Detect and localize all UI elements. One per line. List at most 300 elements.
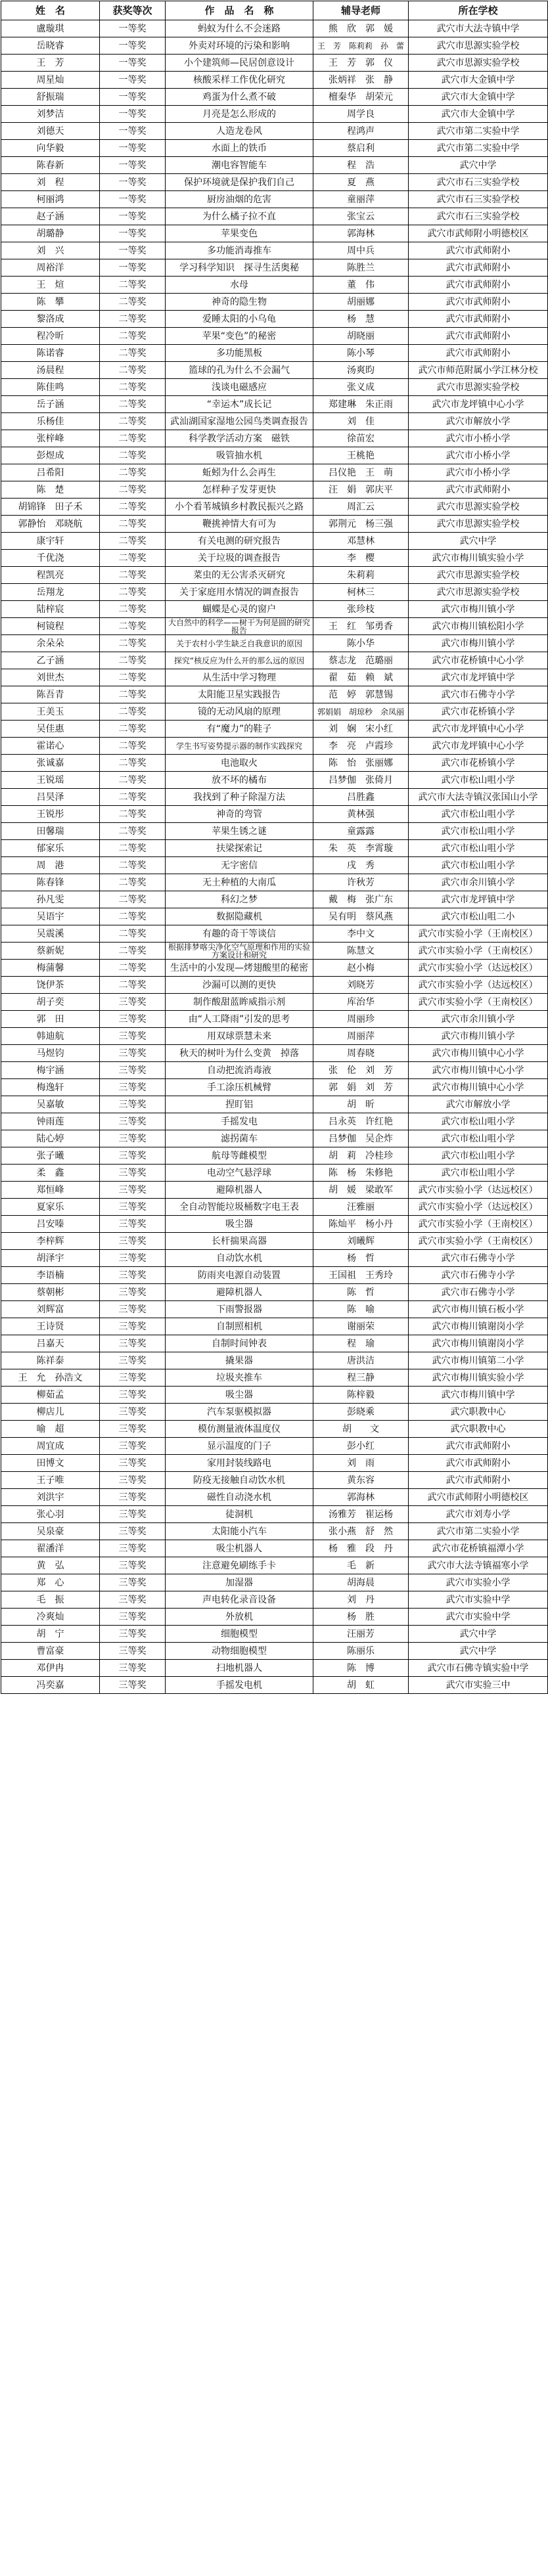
student-name-cell: 翟潘洋: [1, 1540, 100, 1557]
student-name-cell: 郭静怡 邓晓航: [1, 516, 100, 533]
advisor-cell: 童丽萍: [313, 191, 409, 208]
award-level-cell: 一等奖: [100, 174, 166, 191]
work-title-cell: 避障机器人: [166, 1284, 313, 1301]
student-name-cell: 千优浇: [1, 550, 100, 567]
work-title-cell: 垃圾夹推车: [166, 1369, 313, 1387]
school-cell: 武穴市花桥镇小学: [409, 755, 548, 772]
student-name-cell: 喻 超: [1, 1421, 100, 1438]
advisor-cell: 郑建琳 朱正雨: [313, 396, 409, 413]
work-title-cell: 扫地机器人: [166, 1660, 313, 1677]
table-row: [1, 1113, 548, 1130]
advisor-cell: 刘 娴 宋小红: [313, 721, 409, 738]
school-cell: 武穴市实验小学（达远校区）: [409, 1182, 548, 1199]
school-cell: 武穴市花桥镇福潭小学: [409, 1540, 548, 1557]
work-title-cell: 捏盯铝: [166, 1096, 313, 1113]
header-school: 所在学校: [409, 1, 548, 20]
work-title-cell: 滤拐菌车: [166, 1130, 313, 1147]
table-row: [1, 1165, 548, 1182]
advisor-cell: 郭海林: [313, 225, 409, 242]
table-row: [1, 362, 548, 379]
school-cell: 武穴市梅川镇小学: [409, 635, 548, 652]
table-row: [1, 1130, 548, 1147]
award-level-cell: 三等奖: [100, 1267, 166, 1284]
student-name-cell: 周宜成: [1, 1438, 100, 1455]
work-title-cell: 武汕湖国家湿地公园鸟类调查报告: [166, 413, 313, 430]
award-level-cell: 二等奖: [100, 567, 166, 584]
header-award-level: 获奖等次: [100, 1, 166, 20]
table-row: [1, 1404, 548, 1421]
award-level-cell: 三等奖: [100, 1523, 166, 1540]
advisor-cell: 陈 喻: [313, 1301, 409, 1318]
school-cell: 武穴市小桥小学: [409, 464, 548, 481]
award-level-cell: 二等奖: [100, 977, 166, 994]
table-row: [1, 106, 548, 123]
advisor-cell: 吕胜鑫: [313, 789, 409, 806]
school-cell: 武穴市龙坪镇中心小学: [409, 721, 548, 738]
table-row: [1, 601, 548, 618]
advisor-cell: 张珍枝: [313, 601, 409, 618]
work-title-cell: 核酸采样工作优化研究: [166, 72, 313, 89]
advisor-cell: 李 亮 卢霞珍: [313, 738, 409, 755]
award-level-cell: 三等奖: [100, 1011, 166, 1028]
school-cell: 武穴市第二实验小学: [409, 1523, 548, 1540]
school-cell: 武穴市松山咀小学: [409, 1147, 548, 1165]
student-name-cell: 汤晨程: [1, 362, 100, 379]
work-title-cell: 有“魔力”的鞋子: [166, 721, 313, 738]
school-cell: 武穴市石佛寺小学: [409, 1250, 548, 1267]
work-title-cell: 沙漏可以测的更快: [166, 977, 313, 994]
advisor-cell: 郭荆元 杨三强: [313, 516, 409, 533]
table-row: [1, 908, 548, 925]
work-title-cell: 无字密信: [166, 857, 313, 874]
work-title-cell: 由“人工降雨”引发的思考: [166, 1011, 313, 1028]
school-cell: 武穴市松山咀小学: [409, 1113, 548, 1130]
table-row: [1, 1557, 548, 1574]
school-cell: 武穴市余川镇小学: [409, 874, 548, 891]
award-level-cell: 三等奖: [100, 1216, 166, 1233]
award-level-cell: 三等奖: [100, 1369, 166, 1387]
award-level-cell: 三等奖: [100, 1506, 166, 1523]
award-level-cell: 一等奖: [100, 242, 166, 259]
award-level-cell: 三等奖: [100, 1301, 166, 1318]
advisor-cell: 邓慧林: [313, 533, 409, 550]
student-name-cell: 吕嘉天: [1, 1335, 100, 1352]
school-cell: 武穴市梅川镇中学: [409, 1387, 548, 1404]
school-cell: 武穴市实验小学（王南校区）: [409, 943, 548, 960]
student-name-cell: 吴泉豪: [1, 1523, 100, 1540]
student-name-cell: 柳茹孟: [1, 1387, 100, 1404]
student-name-cell: 黄 弘: [1, 1557, 100, 1574]
award-level-cell: 二等奖: [100, 345, 166, 362]
work-title-cell: 避障机器人: [166, 1182, 313, 1199]
school-cell: 武穴市大金镇中学: [409, 89, 548, 106]
work-title-cell: 神奇的隐生物: [166, 294, 313, 311]
advisor-cell: 胡丽娜: [313, 294, 409, 311]
table-row: [1, 89, 548, 106]
work-title-cell: 自动饮水机: [166, 1250, 313, 1267]
student-name-cell: 吴佳惠: [1, 721, 100, 738]
work-title-cell: 大自然中的科学——树干为何是圆的研究报告: [166, 618, 313, 635]
work-title-cell: 显示温度的门子: [166, 1438, 313, 1455]
student-name-cell: 周 港: [1, 857, 100, 874]
advisor-cell: 彭小红: [313, 1438, 409, 1455]
student-name-cell: 邓伊冉: [1, 1660, 100, 1677]
advisor-cell: 周学良: [313, 106, 409, 123]
work-title-cell: 细胞模型: [166, 1626, 313, 1643]
award-level-cell: 二等奖: [100, 943, 166, 960]
school-cell: 武穴市实验三中: [409, 1677, 548, 1694]
award-level-cell: 三等奖: [100, 1165, 166, 1182]
advisor-cell: 朱莉莉: [313, 567, 409, 584]
table-row: [1, 259, 548, 277]
table-row: [1, 464, 548, 481]
work-title-cell: 秋天的树叶为什么变黄 掉落: [166, 1045, 313, 1062]
advisor-cell: 毛 新: [313, 1557, 409, 1574]
school-cell: 武穴市龙坪镇中心小学: [409, 396, 548, 413]
award-level-cell: 二等奖: [100, 413, 166, 430]
award-level-cell: 二等奖: [100, 362, 166, 379]
student-name-cell: 冷爽灿: [1, 1609, 100, 1626]
table-row: [1, 1267, 548, 1284]
student-name-cell: 吴嘉敏: [1, 1096, 100, 1113]
student-name-cell: 柯丽鸿: [1, 191, 100, 208]
school-cell: 武穴市思源实验学校: [409, 379, 548, 396]
advisor-cell: 吕仪艳 王 萌: [313, 464, 409, 481]
award-level-cell: 一等奖: [100, 72, 166, 89]
work-title-cell: 关于垃圾的调查报告: [166, 550, 313, 567]
work-title-cell: 手摇发电机: [166, 1677, 313, 1694]
advisor-cell: 胡 文: [313, 1421, 409, 1438]
work-title-cell: 菜虫的无公害杀灭研究: [166, 567, 313, 584]
school-cell: 武穴中学: [409, 533, 548, 550]
school-cell: 武穴市花桥镇中心小学: [409, 652, 548, 669]
student-name-cell: 王子唯: [1, 1472, 100, 1489]
school-cell: 武穴市第二实验中学: [409, 140, 548, 157]
advisor-cell: 檀秦华 胡荣元: [313, 89, 409, 106]
table-row: [1, 1626, 548, 1643]
award-level-cell: 二等奖: [100, 772, 166, 789]
school-cell: 武穴市梅川镇石板小学: [409, 1301, 548, 1318]
work-title-cell: 有趣的奇干等谈信: [166, 925, 313, 943]
student-name-cell: 柳店儿: [1, 1404, 100, 1421]
student-name-cell: 霍诺心: [1, 738, 100, 755]
student-name-cell: 吴震溪: [1, 925, 100, 943]
award-level-cell: 二等奖: [100, 891, 166, 908]
header-advisor: 辅导老师: [313, 1, 409, 20]
advisor-cell: 陈梓毅: [313, 1387, 409, 1404]
advisor-cell: 陈灿平 杨小丹: [313, 1216, 409, 1233]
school-cell: 武穴市第二实验中学: [409, 123, 548, 140]
school-cell: 武穴市实验小学（王南校区）: [409, 1233, 548, 1250]
award-level-cell: 三等奖: [100, 1352, 166, 1369]
student-name-cell: 田博文: [1, 1455, 100, 1472]
table-row: [1, 1609, 548, 1626]
table-row: [1, 1591, 548, 1609]
award-level-cell: 一等奖: [100, 140, 166, 157]
advisor-cell: 周丽萍: [313, 1028, 409, 1045]
school-cell: 武穴市梅川镇小学: [409, 601, 548, 618]
award-level-cell: 二等奖: [100, 550, 166, 567]
student-name-cell: 王锐瑶: [1, 772, 100, 789]
school-cell: 武穴市小桥小学: [409, 430, 548, 447]
award-level-cell: 二等奖: [100, 874, 166, 891]
advisor-cell: 朱 英 李霄璇: [313, 840, 409, 857]
work-title-cell: 撬果器: [166, 1352, 313, 1369]
table-row: [1, 1677, 548, 1694]
school-cell: 武穴市实验小学（王南校区）: [409, 925, 548, 943]
advisor-cell: 王桃艳: [313, 447, 409, 464]
award-level-cell: 二等奖: [100, 960, 166, 977]
student-name-cell: 刘辉富: [1, 1301, 100, 1318]
school-cell: 武穴市武师附小: [409, 345, 548, 362]
school-cell: 武穴市大法寺镇福寒小学: [409, 1557, 548, 1574]
student-name-cell: 冯奕嘉: [1, 1677, 100, 1694]
advisor-cell: 吴有明 蔡风燕: [313, 908, 409, 925]
student-name-cell: 吕安嗪: [1, 1216, 100, 1233]
award-level-cell: 二等奖: [100, 533, 166, 550]
work-title-cell: 动物细胞模型: [166, 1643, 313, 1660]
school-cell: 武穴市大法寺镇汉张国山小学: [409, 789, 548, 806]
work-title-cell: 厨房油烟的危害: [166, 191, 313, 208]
award-level-cell: 三等奖: [100, 1660, 166, 1677]
student-name-cell: 王 煊: [1, 277, 100, 294]
table-row: [1, 874, 548, 891]
advisor-cell: 王 红 邹勇香: [313, 618, 409, 635]
award-level-cell: 三等奖: [100, 1626, 166, 1643]
award-level-cell: 二等奖: [100, 652, 166, 669]
table-row: [1, 1284, 548, 1301]
table-row: [1, 703, 548, 721]
work-title-cell: 鸡蛋为什么煮不破: [166, 89, 313, 106]
school-cell: 武穴市大法寺镇中学: [409, 20, 548, 37]
student-name-cell: 孙凡雯: [1, 891, 100, 908]
table-row: [1, 1438, 548, 1455]
advisor-cell: 张义成: [313, 379, 409, 396]
school-cell: 武穴市思源实验学校: [409, 584, 548, 601]
student-name-cell: 张诚嘉: [1, 755, 100, 772]
table-row: [1, 225, 548, 242]
work-title-cell: 学生书写姿势提示器的制作实践探究: [166, 738, 313, 755]
award-level-cell: 二等奖: [100, 430, 166, 447]
table-row: [1, 1540, 548, 1557]
school-cell: 武穴中学: [409, 1626, 548, 1643]
award-level-cell: 二等奖: [100, 823, 166, 840]
student-name-cell: 陈春新: [1, 157, 100, 174]
advisor-cell: 陈 杨 朱修艳: [313, 1165, 409, 1182]
table-row: [1, 328, 548, 345]
work-title-cell: 小个看苇城镇乡村教民振兴之路: [166, 499, 313, 516]
award-level-cell: 三等奖: [100, 1677, 166, 1694]
award-level-cell: 三等奖: [100, 1284, 166, 1301]
advisor-cell: 张小燕 舒 然: [313, 1523, 409, 1540]
award-level-cell: 三等奖: [100, 1233, 166, 1250]
advisor-cell: 李 樱: [313, 550, 409, 567]
student-name-cell: 蔡新妮: [1, 943, 100, 960]
work-title-cell: 用双球票慧未来: [166, 1028, 313, 1045]
table-row: [1, 1199, 548, 1216]
school-cell: 武穴市梅川镇第二小学: [409, 1352, 548, 1369]
award-level-cell: 二等奖: [100, 311, 166, 328]
table-row: [1, 208, 548, 225]
advisor-cell: 周丽珍: [313, 1011, 409, 1028]
school-cell: 武穴中学: [409, 1643, 548, 1660]
advisor-cell: 王 芳 陈莉莉 孙 蕾: [313, 37, 409, 55]
table-row: [1, 840, 548, 857]
student-name-cell: 刘洪宇: [1, 1489, 100, 1506]
award-level-cell: 三等奖: [100, 1404, 166, 1421]
advisor-cell: 陈 博: [313, 1660, 409, 1677]
advisor-cell: 彭晓乘: [313, 1404, 409, 1421]
table-row: [1, 1352, 548, 1369]
advisor-cell: 戌 秀: [313, 857, 409, 874]
award-level-cell: 二等奖: [100, 840, 166, 857]
school-cell: 武穴市武师附小: [409, 1455, 548, 1472]
award-level-cell: 三等奖: [100, 1096, 166, 1113]
table-row: [1, 550, 548, 567]
table-row: [1, 413, 548, 430]
award-level-cell: 二等奖: [100, 277, 166, 294]
student-name-cell: 陈春锋: [1, 874, 100, 891]
award-level-cell: 二等奖: [100, 755, 166, 772]
table-row: [1, 891, 548, 908]
student-name-cell: 王 允 孙浩文: [1, 1369, 100, 1387]
student-name-cell: 黎洛成: [1, 311, 100, 328]
school-cell: 武穴中学: [409, 157, 548, 174]
work-title-cell: 关于家庭用水情况的调查报告: [166, 584, 313, 601]
student-name-cell: 柔 鑫: [1, 1165, 100, 1182]
school-cell: 武穴市实验小学: [409, 1574, 548, 1591]
award-level-cell: 一等奖: [100, 37, 166, 55]
student-name-cell: 盧璇琪: [1, 20, 100, 37]
advisor-cell: 蔡志龙 范璐丽: [313, 652, 409, 669]
student-name-cell: 郑 心: [1, 1574, 100, 1591]
award-level-cell: 一等奖: [100, 157, 166, 174]
award-level-cell: 三等奖: [100, 1147, 166, 1165]
table-row: [1, 567, 548, 584]
table-row: [1, 1028, 548, 1045]
advisor-cell: 夏 燕: [313, 174, 409, 191]
table-row: [1, 499, 548, 516]
award-level-cell: 一等奖: [100, 259, 166, 277]
table-row: [1, 669, 548, 686]
advisor-cell: 刘曦辉: [313, 1233, 409, 1250]
table-row: [1, 1062, 548, 1079]
school-cell: 武穴市石三实验学校: [409, 174, 548, 191]
student-name-cell: 饶伊茶: [1, 977, 100, 994]
student-name-cell: 余朵朵: [1, 635, 100, 652]
advisor-cell: 翟 茹 赖 斌: [313, 669, 409, 686]
student-name-cell: 陈 楚: [1, 481, 100, 499]
student-name-cell: 王锐彤: [1, 806, 100, 823]
student-name-cell: 马煜钧: [1, 1045, 100, 1062]
advisor-cell: 郭海林: [313, 1489, 409, 1506]
student-name-cell: 韩迪航: [1, 1028, 100, 1045]
work-title-cell: 多功能黑板: [166, 345, 313, 362]
table-row: [1, 481, 548, 499]
award-level-cell: 二等奖: [100, 721, 166, 738]
student-name-cell: 乙子涵: [1, 652, 100, 669]
work-title-cell: 有关电测的研究报告: [166, 533, 313, 550]
school-cell: 武穴市武师附小: [409, 294, 548, 311]
work-title-cell: 家用封装线路电: [166, 1455, 313, 1472]
table-row: [1, 123, 548, 140]
award-level-cell: 二等奖: [100, 908, 166, 925]
award-level-cell: 三等奖: [100, 1643, 166, 1660]
work-title-cell: 防疫无接触自动饮水机: [166, 1472, 313, 1489]
advisor-cell: 吕永英 许红艳: [313, 1113, 409, 1130]
award-level-cell: 二等奖: [100, 601, 166, 618]
table-row: [1, 1489, 548, 1506]
advisor-cell: 胡晓丽: [313, 328, 409, 345]
school-cell: 武穴市石佛寺小学: [409, 1267, 548, 1284]
table-row: [1, 738, 548, 755]
table-row: [1, 1523, 548, 1540]
work-title-cell: 生活中的小发现—烤翅酸里的秘密: [166, 960, 313, 977]
table-row: [1, 721, 548, 738]
student-name-cell: 胡泽宇: [1, 1250, 100, 1267]
header-work-title: 作 品 名 称: [166, 1, 313, 20]
advisor-cell: 郭 娟 刘 芳: [313, 1079, 409, 1096]
student-name-cell: 胡子奕: [1, 994, 100, 1011]
student-name-cell: 陈吾青: [1, 686, 100, 703]
table-row: [1, 652, 548, 669]
student-name-cell: 岳翔龙: [1, 584, 100, 601]
table-row: [1, 806, 548, 823]
advisor-cell: 童露露: [313, 823, 409, 840]
advisor-cell: 汪 娟 郭庆平: [313, 481, 409, 499]
advisor-cell: 李中文: [313, 925, 409, 943]
advisor-cell: 周春晓: [313, 1045, 409, 1062]
award-level-cell: 三等奖: [100, 1113, 166, 1130]
table-row: [1, 635, 548, 652]
award-level-cell: 二等奖: [100, 703, 166, 721]
work-title-cell: 吸尘机器人: [166, 1540, 313, 1557]
award-level-cell: 三等奖: [100, 1574, 166, 1591]
advisor-cell: 戴 梅 张广东: [313, 891, 409, 908]
table-row: [1, 772, 548, 789]
advisor-cell: 刘 丹: [313, 1591, 409, 1609]
work-title-cell: 鞭挑神情大有可为: [166, 516, 313, 533]
advisor-cell: 陈小华: [313, 635, 409, 652]
advisor-cell: 汤雅芳 崔运杨: [313, 1506, 409, 1523]
advisor-cell: 张 伦 刘 芳: [313, 1062, 409, 1079]
advisor-cell: 程三静: [313, 1369, 409, 1387]
award-level-cell: 一等奖: [100, 89, 166, 106]
table-row: [1, 1301, 548, 1318]
table-row: [1, 1574, 548, 1591]
award-level-cell: 二等奖: [100, 464, 166, 481]
award-level-cell: 一等奖: [100, 191, 166, 208]
award-level-cell: 二等奖: [100, 379, 166, 396]
school-cell: 武穴市思源实验学校: [409, 516, 548, 533]
table-row: [1, 1455, 548, 1472]
work-title-cell: 保护环境就是保护我们自己: [166, 174, 313, 191]
student-name-cell: 刘世杰: [1, 669, 100, 686]
school-cell: 武穴市松山咀小学: [409, 1165, 548, 1182]
school-cell: 武穴市思源实验学校: [409, 567, 548, 584]
award-level-cell: 一等奖: [100, 225, 166, 242]
table-row: [1, 277, 548, 294]
school-cell: 武穴市梅川镇中心小学: [409, 1045, 548, 1062]
award-level-cell: 二等奖: [100, 481, 166, 499]
advisor-cell: 杨 哲: [313, 1250, 409, 1267]
school-cell: 武穴市石佛寺镇实验中学: [409, 1660, 548, 1677]
award-level-cell: 二等奖: [100, 447, 166, 464]
work-title-cell: 根据排梦喀尖净化空气原理和作用的实验方案设计和研究: [166, 943, 313, 960]
work-title-cell: 神奇的弯管: [166, 806, 313, 823]
student-name-cell: 陆梓宸: [1, 601, 100, 618]
work-title-cell: 注意避免刷练手卡: [166, 1557, 313, 1574]
